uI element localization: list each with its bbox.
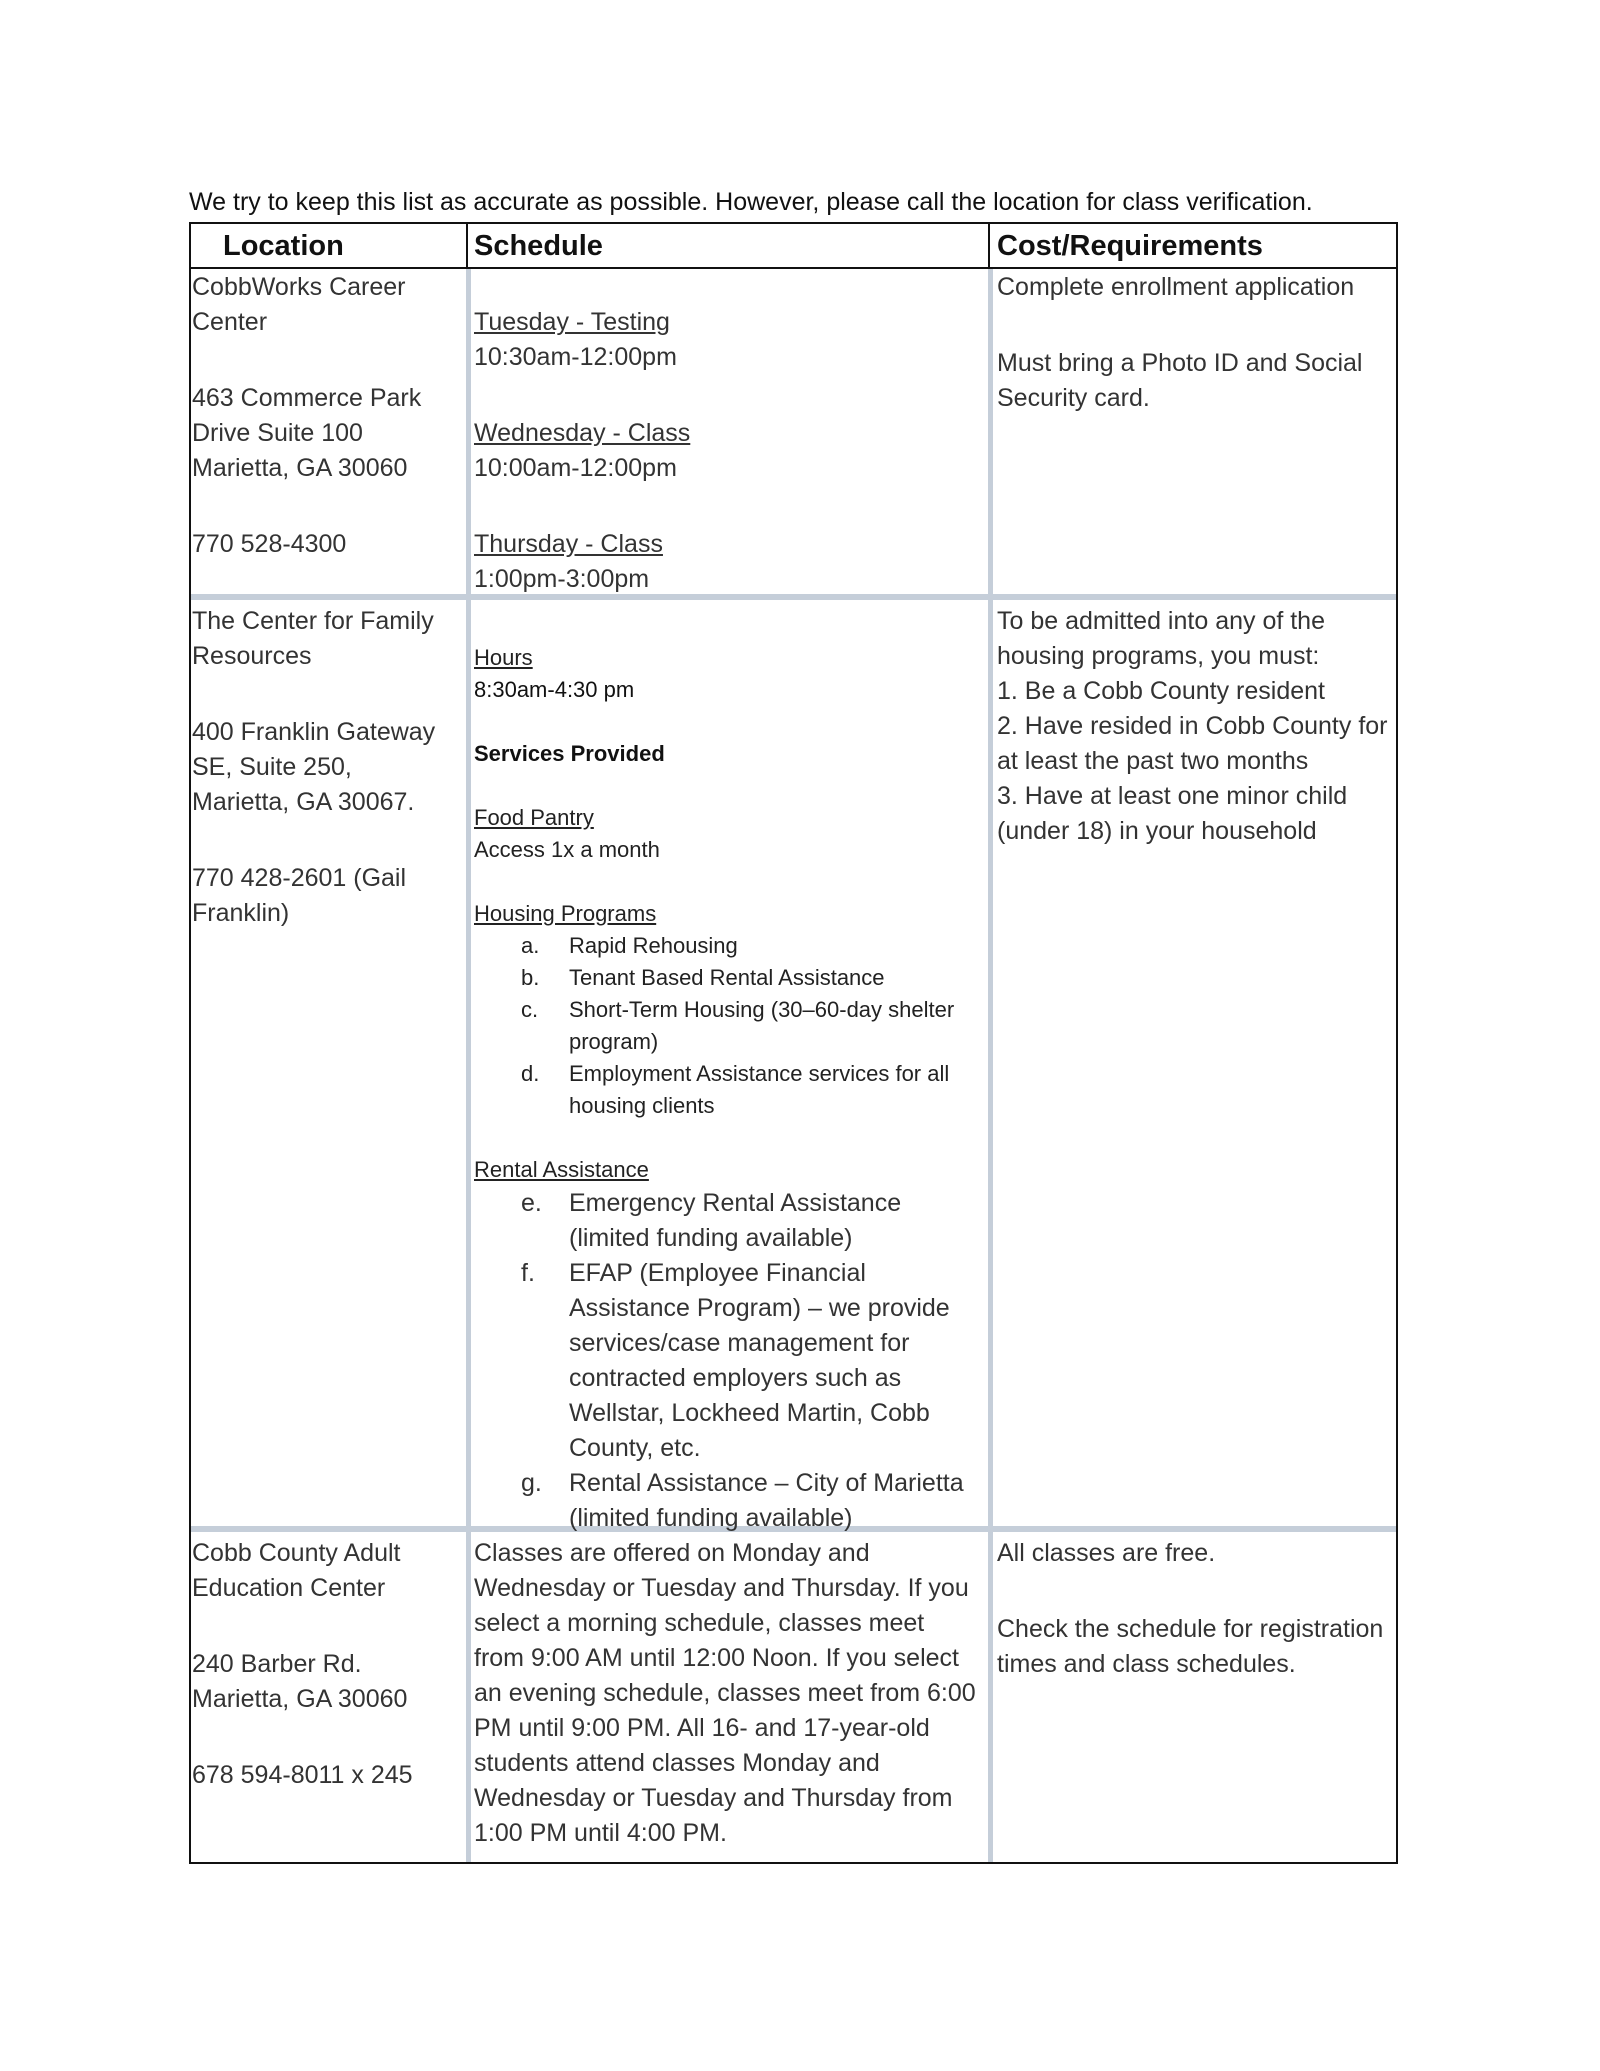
requirement: Must bring a Photo ID and Social Security card. [997, 349, 1363, 412]
location-address: 463 Commerce Park Drive Suite 100 [192, 384, 422, 447]
row1-cost [997, 270, 1392, 416]
housing-list [474, 930, 987, 1122]
row1-schedule [474, 305, 974, 597]
row3-schedule [474, 1536, 979, 1851]
rental-title: Rental Assistance [474, 1157, 649, 1182]
food-pantry-title: Food Pantry [474, 805, 594, 830]
column-divider [466, 269, 471, 1862]
rental-list [474, 1186, 987, 1536]
location-phone: 770 528-4300 [192, 530, 347, 558]
hours-title: Hours [474, 645, 533, 670]
list-item: g. Rental Assistance – City of Marietta (limited funding available) [521, 1469, 964, 1532]
row3-cost [997, 1536, 1392, 1682]
schedule-day: Tuesday - Testing [474, 308, 670, 336]
header-divider [988, 224, 990, 269]
list-item: e. Emergency Rental Assistance (limited funding available) [521, 1189, 902, 1252]
requirement-intro: To be admitted into any of the housing programs, you must: [997, 607, 1325, 670]
location-name: The Center for Family Resources [192, 607, 434, 670]
hours-value: 8:30am-4:30 pm [474, 677, 635, 702]
header-schedule: Schedule [474, 230, 603, 262]
list-item: c. Short-Term Housing (30–60-day shelter program) [521, 997, 955, 1054]
schedule-time: 1:00pm-3:00pm [474, 565, 650, 593]
schedule-day: Thursday - Class [474, 530, 663, 558]
verification-note: We try to keep this list as accurate as possible. However, please call the location for class verification. [189, 188, 1313, 216]
location-phone: 770 428-2601 (Gail Franklin) [192, 864, 407, 927]
services-title: Services Provided [474, 741, 665, 766]
schedule-time: 10:30am-12:00pm [474, 343, 677, 371]
list-item: a. Rapid Rehousing [521, 933, 738, 958]
row2-schedule [474, 642, 987, 1536]
header-rule [191, 267, 1396, 269]
food-pantry-text: Access 1x a month [474, 837, 660, 862]
location-phone: 678 594-8011 x 245 [192, 1761, 413, 1789]
location-city: Marietta, GA 30067. [192, 788, 415, 816]
row1-location [192, 270, 450, 562]
housing-title: Housing Programs [474, 901, 657, 926]
resource-table [189, 222, 1398, 1864]
list-item: f. EFAP (Employee Financial Assistance Program) – we provide services/case management for contracted employers such as Wellstar, Lockheed Martin, Cobb County, etc. [521, 1259, 950, 1462]
row2-cost [997, 604, 1392, 849]
location-address: 240 Barber Rd. [192, 1650, 362, 1678]
location-name: CobbWorks Career Center [192, 273, 406, 336]
schedule-time: 10:00am-12:00pm [474, 454, 677, 482]
header-location: Location [223, 230, 344, 262]
schedule-day: Wednesday - Class [474, 419, 691, 447]
row3-location [192, 1536, 454, 1793]
location-city: Marietta, GA 30060 [192, 454, 408, 482]
row2-location [192, 604, 454, 931]
requirement: 1. Be a Cobb County resident [997, 677, 1325, 705]
header-cost: Cost/Requirements [997, 230, 1263, 262]
requirement: Check the schedule for registration times and class schedules. [997, 1615, 1384, 1678]
schedule-text: Classes are offered on Monday and Wednesday or Tuesday and Thursday. If you select a morning schedule, classes meet from 9:00 AM until 12:00 Noon. If you select an evening schedule, classes meet from 6:00 PM until 9:00 PM. All 16- and 17-year-old students attend classes Monday and Wednesday or Tuesday and Thursday from 1:00 PM until 4:00 PM. [474, 1539, 976, 1847]
requirement: 2. Have resided in Cobb County for at least the past two months [997, 712, 1388, 775]
list-item: b. Tenant Based Rental Assistance [521, 965, 885, 990]
location-address: 400 Franklin Gateway SE, Suite 250, [192, 718, 436, 781]
list-item: d. Employment Assistance services for all housing clients [521, 1061, 950, 1118]
column-divider [988, 269, 993, 1862]
requirement: All classes are free. [997, 1539, 1216, 1567]
location-name: Cobb County Adult Education Center [192, 1539, 401, 1602]
header-divider [466, 224, 468, 269]
requirement: Complete enrollment application [997, 273, 1355, 301]
requirement: 3. Have at least one minor child (under 18) in your household [997, 782, 1348, 845]
location-city: Marietta, GA 30060 [192, 1685, 408, 1713]
